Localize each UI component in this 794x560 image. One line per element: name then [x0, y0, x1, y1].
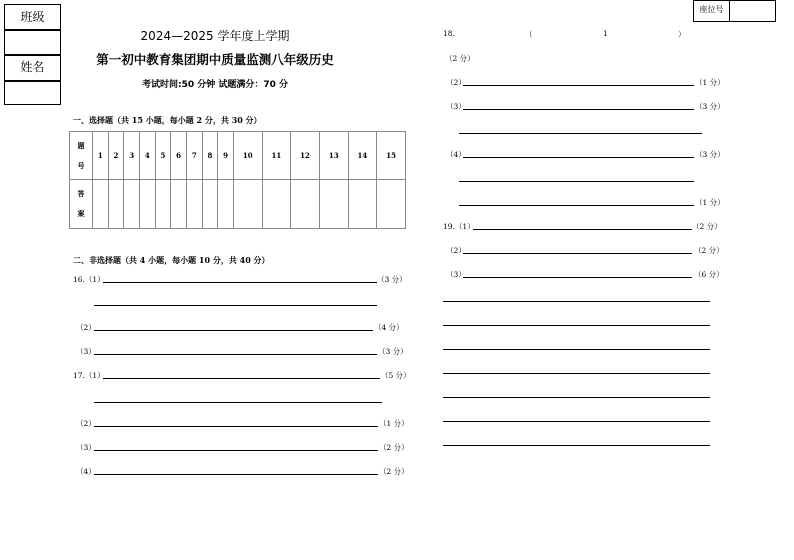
- q19-answer-line-2[interactable]: [463, 253, 692, 254]
- q19-answer-line-3d[interactable]: [443, 349, 710, 350]
- seat-number-value[interactable]: [730, 1, 775, 21]
- q16-answer-line-1[interactable]: [103, 282, 377, 283]
- question-number: 10: [233, 132, 262, 180]
- answer-cell[interactable]: [108, 180, 124, 229]
- q16-points-3: （3 分）: [378, 347, 408, 356]
- q18-points-4: （3 分）: [695, 150, 725, 159]
- q19-answer-line-3b[interactable]: [443, 301, 710, 302]
- q19-answer-line-3g[interactable]: [443, 421, 710, 422]
- q16-sub2-label: （2）: [76, 323, 96, 332]
- question-number-label: [70, 132, 93, 180]
- q19-answer-line-3h[interactable]: [443, 445, 710, 446]
- q18-points-5: （1 分）: [695, 198, 725, 207]
- answer-grid: [69, 131, 406, 229]
- answer-cell[interactable]: [377, 180, 406, 229]
- answer-cell[interactable]: [186, 180, 202, 229]
- q17-answer-line-3[interactable]: [94, 450, 378, 451]
- section2-heading: 二、非选择题（共 4 小题，每小题 10 分，共 40 分）: [73, 255, 270, 265]
- q17-label: 17.（1）: [73, 371, 105, 380]
- q18-sub3-label: （3）: [446, 102, 466, 111]
- q17-points-4: （2 分）: [379, 467, 409, 476]
- q18-sub4-label: （4）: [446, 150, 466, 159]
- q19-label: 19.（1）: [443, 222, 475, 231]
- q17-sub2-label: （2）: [76, 419, 96, 428]
- q19-answer-line-3f[interactable]: [443, 397, 710, 398]
- answer-cell[interactable]: [348, 180, 377, 229]
- exam-info: 考试时间:50 分钟 试题满分：70 分: [141, 80, 289, 90]
- answer-cell[interactable]: [202, 180, 218, 229]
- q18-answer-line-4b[interactable]: [459, 181, 694, 182]
- q17-answer-line-1[interactable]: [103, 378, 380, 379]
- q17-answer-line-1b[interactable]: [94, 402, 382, 403]
- q16-label: 16.（1）: [73, 275, 105, 284]
- seat-number-box: [693, 0, 776, 22]
- q17-answer-line-2[interactable]: [94, 426, 378, 427]
- question-number: 15: [377, 132, 406, 180]
- title-line1: 2024—2025 学年度上学期: [140, 29, 290, 43]
- q19-answer-line-3[interactable]: [463, 277, 692, 278]
- answer-cell[interactable]: [262, 180, 291, 229]
- answer-cell[interactable]: [171, 180, 187, 229]
- q17-sub3-label: （3）: [76, 443, 96, 452]
- question-number: 5: [155, 132, 171, 180]
- question-number: 13: [319, 132, 348, 180]
- q16-sub3-label: （3）: [76, 347, 96, 356]
- q17-answer-line-4[interactable]: [94, 474, 378, 475]
- label-an: 案: [77, 209, 85, 218]
- question-number: 4: [139, 132, 155, 180]
- question-number: 3: [124, 132, 140, 180]
- q19-answer-line-3c[interactable]: [443, 325, 710, 326]
- q17-sub4-label: （4）: [76, 467, 96, 476]
- label-ti: 题: [77, 140, 85, 150]
- question-number: 6: [171, 132, 187, 180]
- q18-paren-close: ）: [678, 30, 686, 39]
- answer-cell[interactable]: [291, 180, 320, 229]
- q17-points-2: （1 分）: [379, 419, 409, 428]
- answer-label: [70, 180, 93, 229]
- q17-points-1: （5 分）: [381, 371, 411, 380]
- seat-number-label: 座位号: [694, 1, 730, 21]
- label-da: 答: [77, 189, 85, 198]
- answer-cell[interactable]: [218, 180, 234, 229]
- answer-cell[interactable]: [233, 180, 262, 229]
- name-label: 姓名: [20, 60, 45, 74]
- q18-points-1: （2 分）: [445, 54, 475, 63]
- question-number: 11: [262, 132, 291, 180]
- q16-answer-line-2[interactable]: [94, 330, 373, 331]
- answer-cell[interactable]: [155, 180, 171, 229]
- answer-cell[interactable]: [93, 180, 109, 229]
- q18-answer-line-4[interactable]: [463, 157, 694, 158]
- q18-answer-line-5[interactable]: [459, 205, 694, 206]
- q19-points-2: （2 分）: [694, 246, 724, 255]
- q16-answer-line-3[interactable]: [94, 354, 377, 355]
- q17-points-3: （2 分）: [379, 443, 409, 452]
- answer-cell[interactable]: [124, 180, 140, 229]
- question-number: 14: [348, 132, 377, 180]
- question-number: 2: [108, 132, 124, 180]
- q18-paren-open: （: [525, 30, 533, 39]
- q18-answer-line-2[interactable]: [463, 85, 694, 86]
- label-hao: 号: [77, 160, 85, 170]
- q19-sub2-label: （2）: [446, 246, 466, 255]
- q18-points-3: （3 分）: [695, 102, 725, 111]
- question-number: 12: [291, 132, 320, 180]
- q18-sub2-label: （2）: [446, 78, 466, 87]
- q16-points-1: （3 分）: [377, 275, 407, 284]
- question-number: 9: [218, 132, 234, 180]
- question-number: 7: [186, 132, 202, 180]
- q18-paren-mid: 1: [603, 29, 608, 38]
- q16-answer-line-1b[interactable]: [94, 305, 377, 306]
- answer-cell[interactable]: [319, 180, 348, 229]
- q19-answer-line-1[interactable]: [473, 229, 692, 230]
- q18-answer-line-3[interactable]: [463, 109, 694, 110]
- q18-answer-line-3b[interactable]: [459, 133, 702, 134]
- q16-points-2: （4 分）: [374, 323, 404, 332]
- question-number: 1: [93, 132, 109, 180]
- q18-points-2: （1 分）: [695, 78, 725, 87]
- q19-points-3: （6 分）: [694, 270, 724, 279]
- answer-cell[interactable]: [139, 180, 155, 229]
- class-label: 班级: [20, 10, 45, 24]
- q19-points-1: （2 分）: [692, 222, 722, 231]
- q18-label: 18.: [443, 29, 455, 38]
- q19-sub3-label: （3）: [446, 270, 466, 279]
- title-line2: 第一初中教育集团期中质量监测八年级历史: [96, 52, 334, 67]
- section1-heading: 一、选择题（共 15 小题，每小题 2 分，共 30 分）: [73, 115, 262, 125]
- q19-answer-line-3e[interactable]: [443, 373, 710, 374]
- question-number: 8: [202, 132, 218, 180]
